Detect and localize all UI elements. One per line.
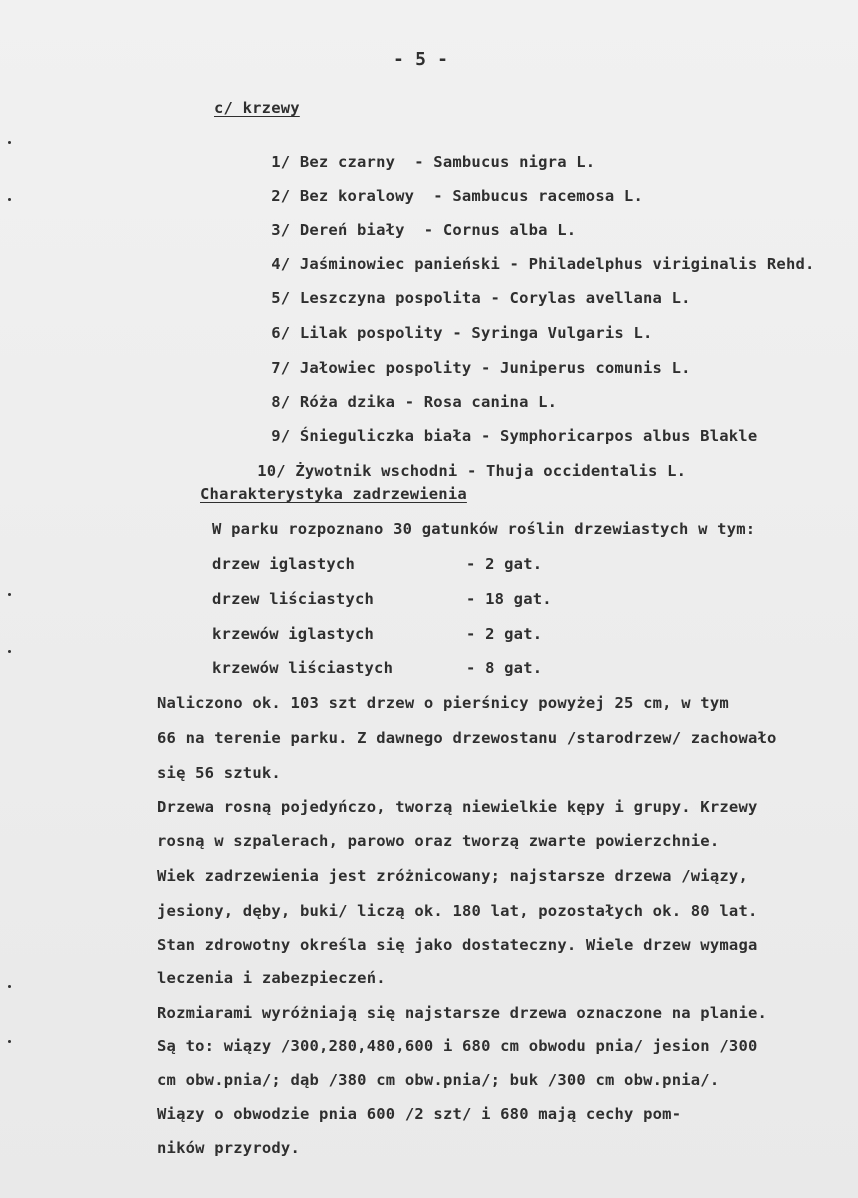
- list-item-latin: - Syringa Vulgaris L.: [452, 324, 653, 342]
- list-item-number: 5/: [271, 289, 291, 307]
- list-item-number: 6/: [271, 324, 291, 342]
- intro-text: W parku rozpoznano 30 gatunków roślin drzewiastych w tym:: [212, 520, 756, 538]
- paragraph-line: Wiek zadrzewienia jest zróżnicowany; najstarsze drzewa /wiązy,: [157, 867, 748, 885]
- characteristics-title: Charakterystyka zadrzewienia: [200, 485, 467, 503]
- margin-mark: [8, 985, 11, 988]
- list-item-name: Śnieguliczka biała: [299, 427, 472, 445]
- list-item-name: Jaśminowiec panieński: [299, 255, 500, 273]
- margin-mark: [8, 141, 11, 144]
- list-item-number: 10/: [257, 462, 286, 480]
- list-item-name: Żywotnik wschodni: [295, 462, 458, 480]
- list-item-number: 2/: [271, 187, 291, 205]
- list-item-name: Róża dzika: [299, 393, 396, 411]
- margin-mark: [8, 198, 11, 201]
- list-item-latin: - Sambucus racemosa L.: [433, 187, 643, 205]
- list-item-name: Leszczyna pospolita: [299, 289, 481, 307]
- paragraph-line: cm obw.pnia/; dąb /380 cm obw.pnia/; buk /300 cm obw.pnia/.: [157, 1071, 720, 1089]
- list-item-latin: - Symphoricarpos albus Blakle: [480, 427, 758, 445]
- list-item-latin: - Corylas avellana L.: [490, 289, 691, 307]
- paragraph-line: Są to: wiązy /300,280,480,600 i 680 cm obwodu pnia/ jesion /300: [157, 1037, 758, 1055]
- count-value: - 8 gat.: [466, 659, 543, 677]
- margin-mark: [8, 1040, 11, 1043]
- paragraph-line: jesiony, dęby, buki/ liczą ok. 180 lat, pozostałych ok. 80 lat.: [157, 902, 758, 920]
- margin-mark: [8, 650, 11, 653]
- list-item-name: Bez czarny: [299, 153, 396, 171]
- paragraph-line: Wiązy o obwodzie pnia 600 /2 szt/ i 680 mają cechy pom-: [157, 1105, 682, 1123]
- list-item-latin: - Rosa canina L.: [404, 393, 558, 411]
- list-item-name: Lilak pospolity: [299, 324, 443, 342]
- count-label: krzewów iglastych: [212, 625, 375, 643]
- list-item-number: 8/: [271, 393, 291, 411]
- count-value: - 2 gat.: [466, 625, 543, 643]
- list-item-latin: - Thuja occidentalis L.: [466, 462, 687, 480]
- section-title: c/ krzewy: [214, 99, 300, 117]
- paragraph-line: rosną w szpalerach, parowo oraz tworzą zwarte powierzchnie.: [157, 832, 720, 850]
- count-label: drzew iglastych: [212, 555, 355, 573]
- list-item-number: 9/: [271, 427, 291, 445]
- count-label: drzew liściastych: [212, 590, 375, 608]
- list-item-number: 1/: [271, 153, 291, 171]
- count-label: krzewów liściastych: [212, 659, 394, 677]
- paragraph-line: Stan zdrowotny określa się jako dostateczny. Wiele drzew wymaga: [157, 936, 758, 954]
- list-item-name: Jałowiec pospolity: [299, 359, 472, 377]
- list-item-latin: - Philadelphus viriginalis Rehd.: [509, 255, 815, 273]
- list-item-name: Bez koralowy: [299, 187, 415, 205]
- page-number: - 5 -: [393, 49, 449, 70]
- list-item-latin: - Juniperus comunis L.: [480, 359, 691, 377]
- margin-mark: [8, 593, 11, 596]
- list-item-number: 3/: [271, 221, 291, 239]
- list-item-number: 7/: [271, 359, 291, 377]
- paragraph-line: Drzewa rosną pojedyńczo, tworzą niewielkie kępy i grupy. Krzewy: [157, 798, 758, 816]
- count-value: - 2 gat.: [466, 555, 543, 573]
- list-item-number: 4/: [271, 255, 291, 273]
- paragraph-line: ników przyrody.: [157, 1139, 300, 1157]
- paragraph-line: się 56 sztuk.: [157, 764, 281, 782]
- count-value: - 18 gat.: [466, 590, 552, 608]
- list-item-name: Dereń biały: [299, 221, 405, 239]
- list-item-latin: - Sambucus nigra L.: [414, 153, 596, 171]
- paragraph-line: 66 na terenie parku. Z dawnego drzewostanu /starodrzew/ zachowało: [157, 729, 777, 747]
- paragraph-line: Rozmiarami wyróżniają się najstarsze drzewa oznaczone na planie.: [157, 1004, 768, 1022]
- paragraph-line: Naliczono ok. 103 szt drzew o pierśnicy powyżej 25 cm, w tym: [157, 694, 729, 712]
- list-item-latin: - Cornus alba L.: [423, 221, 577, 239]
- paragraph-line: leczenia i zabezpieczeń.: [157, 969, 386, 987]
